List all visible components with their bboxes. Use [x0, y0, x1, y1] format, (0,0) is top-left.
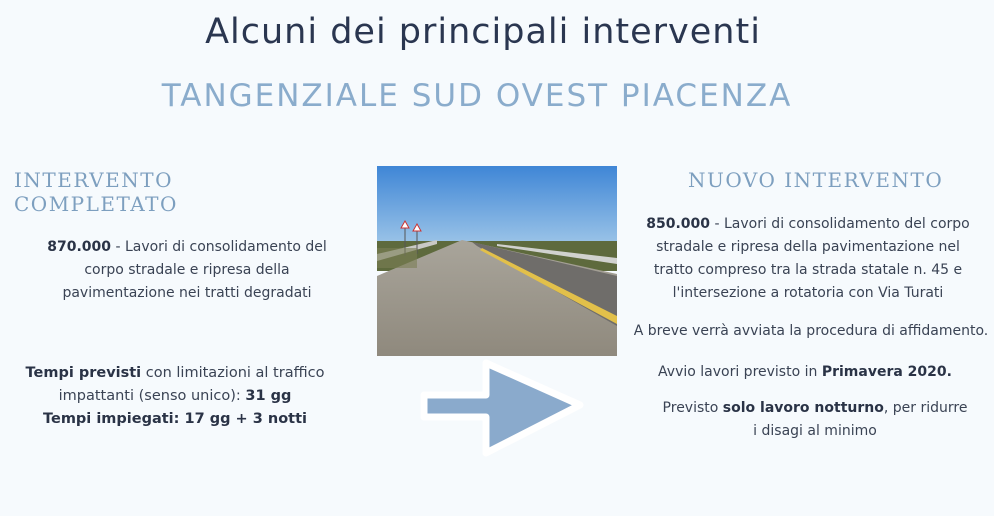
- times-label: Tempi previsti: [25, 365, 142, 381]
- completed-times: [10, 362, 340, 431]
- night-pre: Previsto: [662, 400, 723, 416]
- page-title: Alcuni dei principali interventi: [205, 12, 761, 52]
- new-amount: 850.000: [646, 216, 711, 232]
- completed-description: [28, 236, 346, 305]
- page-subtitle: TANGENZIALE SUD OVEST PIACENZA: [161, 78, 793, 114]
- completed-text: - Lavori di consolidamento del corpo stradale e ripresa della pavimentazione nei tratti degradati: [62, 239, 327, 301]
- night-bold: solo lavoro notturno: [722, 400, 884, 416]
- night-post: , per ridurre i disagi al minimo: [753, 400, 968, 439]
- right-arrow-icon: [410, 355, 610, 465]
- start-text: Avvio lavori previsto in: [658, 364, 822, 380]
- new-text: - Lavori di consolidamento del corpo stradale e ripresa della pavimentazione nel tratto compreso tra la strada statale n. 45 e l'intersezione a rotatoria con Via Turati: [653, 216, 970, 301]
- start-value: Primavera 2020.: [821, 364, 952, 380]
- night-work: [660, 397, 970, 443]
- road-photo: [377, 166, 617, 356]
- completed-amount: 870.000: [47, 239, 111, 255]
- start-works: [640, 361, 970, 384]
- new-heading: NUOVO INTERVENTO: [688, 168, 944, 192]
- times-text: con limitazioni al traffico impattanti (senso unico):: [58, 365, 325, 404]
- procedure-text: A breve verrà avviata la procedura di affidamento.: [633, 323, 989, 339]
- times-value: 31 gg: [245, 388, 292, 404]
- completed-heading: INTERVENTO COMPLETATO: [14, 168, 178, 216]
- used-times: Tempi impiegati: 17 gg + 3 notti: [43, 411, 307, 427]
- new-description: [640, 213, 976, 305]
